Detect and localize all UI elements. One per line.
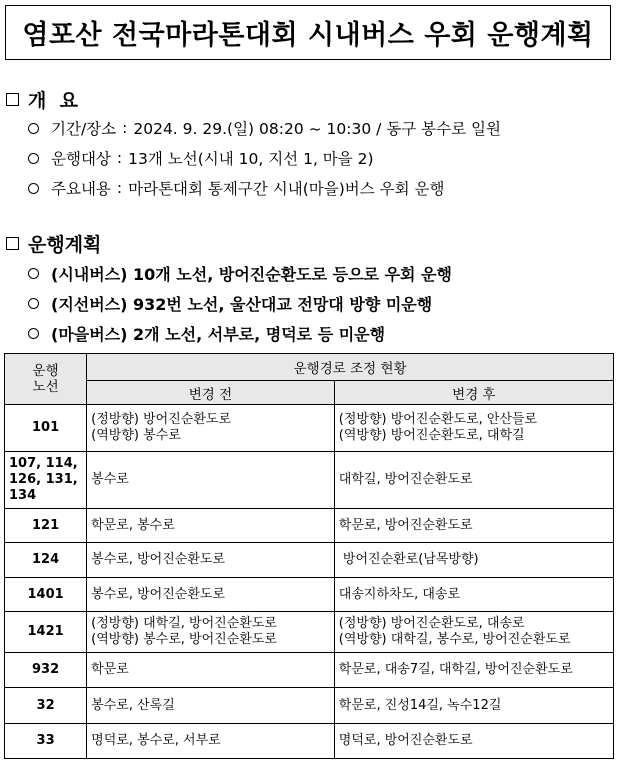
- before-line: (정방향) 방어진순환도로: [91, 412, 232, 427]
- route-after: [334, 653, 613, 688]
- colon-separator: :: [122, 119, 128, 137]
- overview-item: [28, 117, 501, 139]
- route-number: [5, 543, 87, 578]
- route-number: [5, 405, 87, 452]
- route-line: 126, 131,: [9, 472, 78, 487]
- route-after: [334, 543, 613, 578]
- route-after: [334, 724, 613, 759]
- route-after: [334, 452, 613, 509]
- plan-item-text: (지선버스) 932번 노선, 울산대교 전망대 방향 미운행: [51, 295, 433, 314]
- table-row: [5, 543, 614, 578]
- route-after: [334, 578, 613, 612]
- header-before: 변경 전: [87, 381, 335, 405]
- after-line: 대송지하차도, 대송로: [338, 586, 461, 602]
- before-line: (정방향) 대학길, 방어진순환도로: [91, 616, 277, 631]
- route-before: [87, 509, 335, 543]
- overview-item-label: 기간/장소: [51, 120, 117, 138]
- after-line: 학문로, 방어진순환도로: [338, 517, 473, 533]
- table-row: [5, 405, 614, 452]
- route-number: [5, 578, 87, 612]
- route-after: [334, 688, 613, 724]
- circle-bullet-icon: [28, 123, 39, 134]
- route-line: 932: [32, 662, 60, 677]
- route-line: 1421: [27, 624, 64, 639]
- route-before: [87, 653, 335, 688]
- header-group: 운행경로 조정 현황: [87, 354, 614, 381]
- route-change-table: [4, 353, 614, 759]
- plan-item: [28, 292, 432, 315]
- table-row: [5, 452, 614, 509]
- before-line: 봉수로: [91, 472, 129, 487]
- route-number: [5, 452, 87, 509]
- before-line: 명덕로, 봉수로, 서부로: [91, 733, 221, 748]
- header-route: [5, 354, 87, 405]
- route-line: 32: [36, 697, 55, 713]
- colon-separator: :: [116, 149, 123, 167]
- route-number: [5, 724, 87, 759]
- before-line: 학문로, 봉수로: [91, 517, 175, 533]
- route-before: [87, 543, 335, 578]
- overview-item-value: 2024. 9. 29.(일) 08:20 ~ 10:30 / 동구 봉수로 일원: [133, 120, 501, 138]
- after-line: (역방향) 대학길, 봉수로, 방어진순환도로: [338, 632, 571, 647]
- overview-item-label: 운행대상: [51, 150, 111, 168]
- plan-heading: [6, 230, 101, 257]
- route-after: [334, 509, 613, 543]
- overview-item: [28, 147, 374, 169]
- before-line: (역방향) 봉수로: [91, 428, 181, 443]
- header-route-line: 운행: [32, 363, 59, 379]
- before-line: (역방향) 봉수로, 방어진순환도로: [91, 632, 277, 647]
- route-number: [5, 653, 87, 688]
- overview-heading: [6, 86, 78, 113]
- route-line: 107, 114,: [9, 456, 78, 471]
- route-before: [87, 724, 335, 759]
- before-line: 봉수로, 방어진순환도로: [91, 552, 226, 567]
- after-line: 방어진순환로(남목방향): [338, 552, 479, 567]
- circle-bullet-icon: [28, 268, 39, 279]
- route-line: 121: [32, 517, 60, 533]
- square-bullet-icon: [6, 93, 19, 106]
- after-line: 명덕로, 방어진순환도로: [338, 733, 473, 748]
- table-row: [5, 578, 614, 612]
- before-line: 봉수로, 산록길: [91, 697, 175, 713]
- plan-item-text: (시내버스) 10개 노선, 방어진순환도로 등으로 우회 운행: [51, 265, 452, 284]
- table-row: [5, 612, 614, 653]
- route-line: 33: [36, 733, 55, 748]
- table-row: [5, 724, 614, 759]
- plan-heading-text: 운행계획: [28, 234, 102, 256]
- plan-item: [28, 322, 385, 345]
- table-row: [5, 509, 614, 543]
- overview-item-label: 주요내용: [51, 180, 111, 198]
- route-before: [87, 452, 335, 509]
- circle-bullet-icon: [28, 183, 39, 194]
- route-line: 124: [32, 552, 60, 567]
- route-after: [334, 612, 613, 653]
- route-number: [5, 688, 87, 724]
- after-line: (정방향) 방어진순환도로, 안산들로: [338, 412, 538, 427]
- table-row: [5, 653, 614, 688]
- table-header-row: [5, 354, 614, 381]
- route-number: [5, 612, 87, 653]
- route-before: [87, 405, 335, 452]
- route-before: [87, 688, 335, 724]
- route-line: 1401: [27, 586, 64, 602]
- square-bullet-icon: [6, 237, 19, 250]
- table-row: [5, 688, 614, 724]
- after-line: (정방향) 방어진순환도로, 대송로: [338, 616, 525, 631]
- after-line: 학문로, 대송7길, 대학길, 방어진순환도로: [338, 662, 573, 677]
- table-subheader-row: [5, 381, 614, 405]
- colon-separator: :: [116, 179, 123, 197]
- before-line: 봉수로, 방어진순환도로: [91, 586, 226, 602]
- document-title: 염포산 전국마라톤대회 시내버스 우회 운행계획: [5, 5, 611, 60]
- circle-bullet-icon: [28, 153, 39, 164]
- header-after: 변경 후: [334, 381, 613, 405]
- after-line: 학문로, 진성14길, 녹수12길: [338, 697, 502, 713]
- plan-item: [28, 262, 452, 285]
- route-line: 101: [32, 420, 60, 435]
- overview-heading-text: 개 요: [28, 90, 78, 112]
- after-line: 대학길, 방어진순환도로: [338, 472, 473, 487]
- overview-item-value: 마라톤대회 통제구간 시내(마을)버스 우회 운행: [128, 180, 445, 198]
- overview-item-value: 13개 노선(시내 10, 지선 1, 마을 2): [128, 150, 374, 168]
- header-route-line: 노선: [32, 379, 59, 395]
- route-number: [5, 509, 87, 543]
- route-after: [334, 405, 613, 452]
- circle-bullet-icon: [28, 328, 39, 339]
- circle-bullet-icon: [28, 298, 39, 309]
- plan-item-text: (마을버스) 2개 노선, 서부로, 명덕로 등 미운행: [51, 325, 386, 344]
- after-line: (역방향) 방어진순환도로, 대학길: [338, 428, 525, 443]
- route-line: 134: [9, 488, 37, 503]
- route-before: [87, 578, 335, 612]
- route-before: [87, 612, 335, 653]
- overview-item: [28, 177, 444, 199]
- before-line: 학문로: [91, 662, 129, 677]
